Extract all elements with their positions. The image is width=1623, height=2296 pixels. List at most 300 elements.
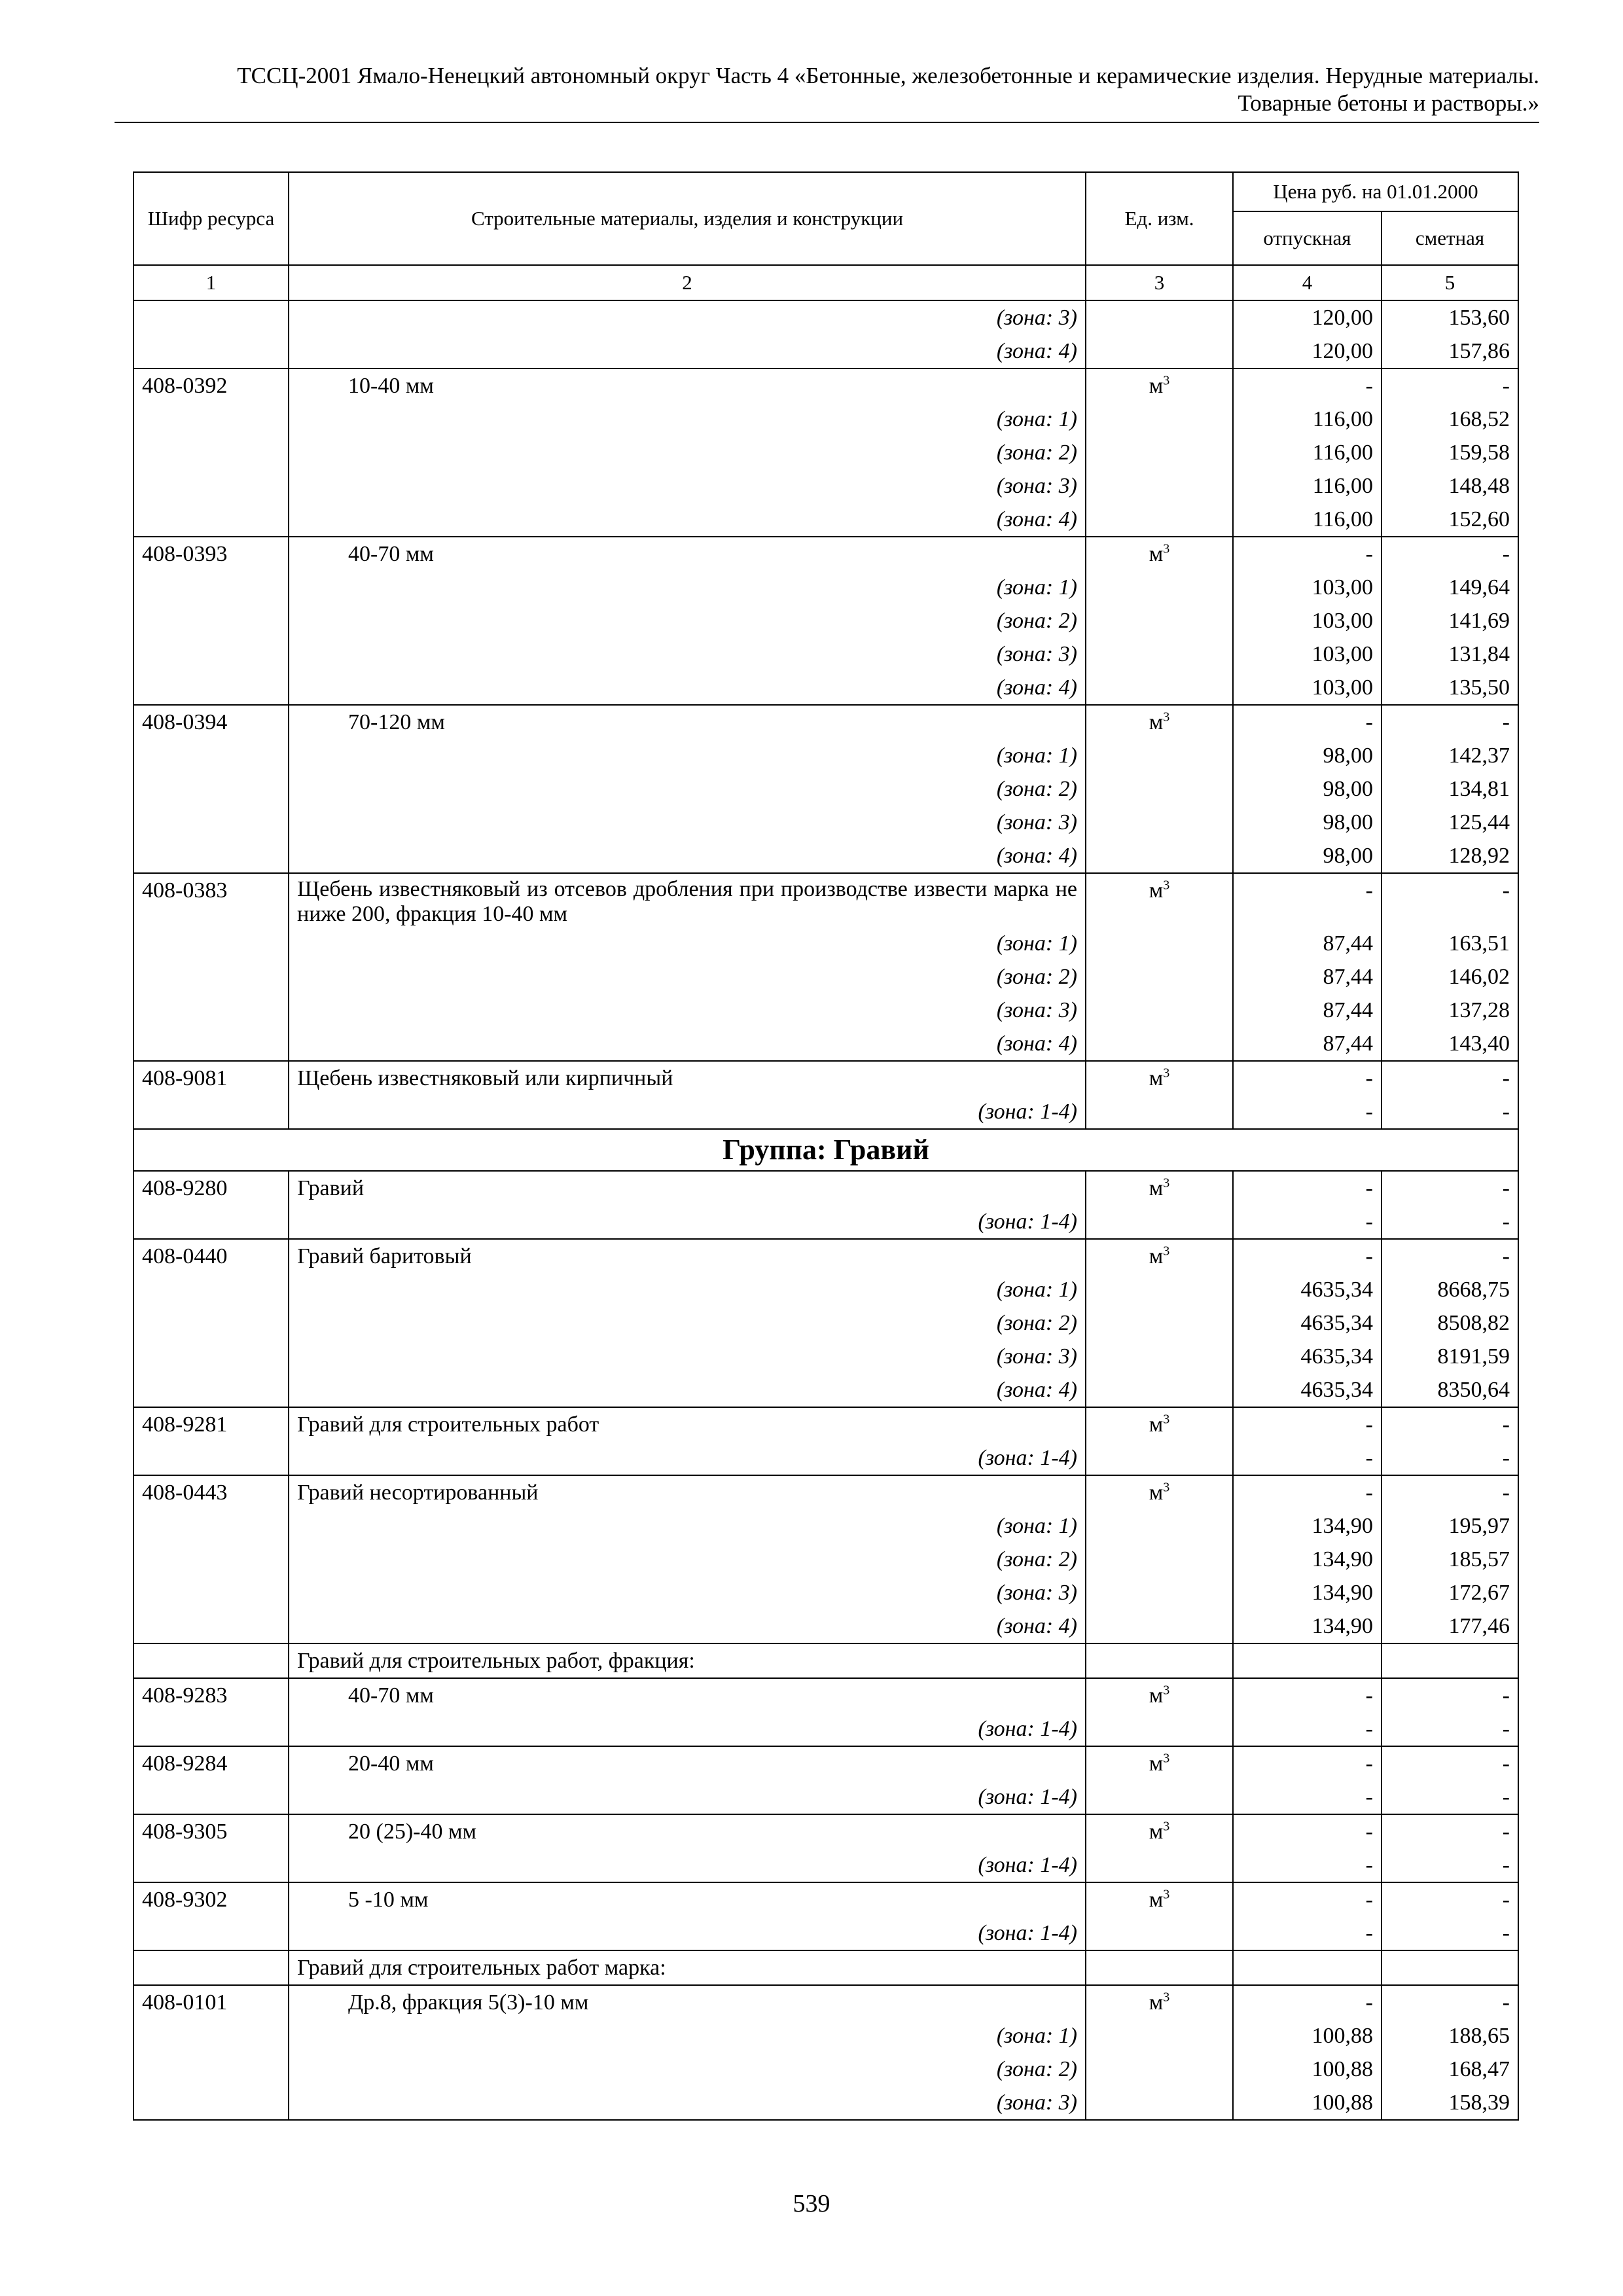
unit-cell bbox=[1086, 1407, 1233, 1441]
estimate-price: - bbox=[1382, 1061, 1518, 1095]
unit-cell bbox=[1086, 1340, 1233, 1373]
header-price: Цена руб. на 01.01.2000 bbox=[1233, 172, 1518, 211]
unit-superscript: 3 bbox=[1163, 1819, 1170, 1834]
resource-code bbox=[134, 1340, 289, 1373]
release-price: 87,44 bbox=[1233, 927, 1382, 960]
resource-code bbox=[134, 960, 289, 994]
table-row bbox=[134, 1407, 1518, 1441]
unit-superscript: 3 bbox=[1163, 1412, 1170, 1427]
table-row bbox=[134, 1643, 1518, 1678]
resource-code bbox=[134, 1027, 289, 1061]
zone-label: (зона: 3) bbox=[289, 2086, 1086, 2120]
unit-cell bbox=[1086, 637, 1233, 671]
zone-label: (зона: 1) bbox=[289, 739, 1086, 772]
table-row bbox=[134, 739, 1518, 772]
unit-cell bbox=[1086, 1475, 1233, 1509]
header-release: отпускная bbox=[1233, 211, 1382, 265]
page-number: 539 bbox=[793, 2190, 830, 2217]
release-price: 116,00 bbox=[1233, 469, 1382, 503]
zone-label: (зона: 4) bbox=[289, 1373, 1086, 1407]
table-row bbox=[134, 1882, 1518, 1916]
unit-label: м bbox=[1149, 1480, 1164, 1505]
unit-cell bbox=[1086, 1985, 1233, 2019]
estimate-price: 131,84 bbox=[1382, 637, 1518, 671]
table-row bbox=[134, 1985, 1518, 2019]
release-price: - bbox=[1233, 1882, 1382, 1916]
unit-cell bbox=[1086, 571, 1233, 604]
estimate-price: - bbox=[1382, 1985, 1518, 2019]
release-price: - bbox=[1233, 1205, 1382, 1239]
zone-label: (зона: 1) bbox=[289, 927, 1086, 960]
estimate-price: 125,44 bbox=[1382, 806, 1518, 839]
table-row bbox=[134, 1576, 1518, 1609]
estimate-price: 8508,82 bbox=[1382, 1306, 1518, 1340]
release-price: 103,00 bbox=[1233, 637, 1382, 671]
unit-cell bbox=[1086, 1916, 1233, 1950]
release-price: 4635,34 bbox=[1233, 1306, 1382, 1340]
release-price: 134,90 bbox=[1233, 1509, 1382, 1543]
unit-cell bbox=[1086, 1061, 1233, 1095]
unit-cell bbox=[1086, 1509, 1233, 1543]
table-row bbox=[134, 1239, 1518, 1273]
resource-code bbox=[134, 1643, 289, 1678]
table-row bbox=[134, 300, 1518, 334]
release-price: - bbox=[1233, 1916, 1382, 1950]
zone-label: (зона: 2) bbox=[289, 960, 1086, 994]
release-price: 116,00 bbox=[1233, 403, 1382, 436]
unit-cell bbox=[1086, 806, 1233, 839]
table-row bbox=[134, 1916, 1518, 1950]
unit-cell bbox=[1086, 1712, 1233, 1746]
resource-code bbox=[134, 2086, 289, 2120]
unit-cell bbox=[1086, 1576, 1233, 1609]
material-name: 20 (25)-40 мм bbox=[289, 1814, 1086, 1848]
table-header bbox=[134, 172, 1518, 300]
zone-label: (зона: 4) bbox=[289, 503, 1086, 537]
unit-cell bbox=[1086, 994, 1233, 1027]
table-row bbox=[134, 1373, 1518, 1407]
unit-superscript: 3 bbox=[1163, 1683, 1170, 1698]
unit-cell bbox=[1086, 1848, 1233, 1882]
table-row bbox=[134, 1441, 1518, 1475]
release-price: 120,00 bbox=[1233, 300, 1382, 334]
estimate-price: - bbox=[1382, 1205, 1518, 1239]
resource-code bbox=[134, 604, 289, 637]
unit-cell bbox=[1086, 671, 1233, 705]
page-header bbox=[115, 62, 1539, 117]
group-heading-row bbox=[134, 1129, 1518, 1171]
unit-cell bbox=[1086, 705, 1233, 739]
zone-label: (зона: 1) bbox=[289, 1273, 1086, 1306]
estimate-price: 163,51 bbox=[1382, 927, 1518, 960]
resource-code bbox=[134, 806, 289, 839]
unit-cell bbox=[1086, 403, 1233, 436]
resource-code: 408-0392 bbox=[134, 368, 289, 403]
release-price: 4635,34 bbox=[1233, 1273, 1382, 1306]
estimate-price: 195,97 bbox=[1382, 1509, 1518, 1543]
unit-cell bbox=[1086, 739, 1233, 772]
estimate-price: 149,64 bbox=[1382, 571, 1518, 604]
release-price: 98,00 bbox=[1233, 772, 1382, 806]
unit-cell bbox=[1086, 300, 1233, 334]
resource-code bbox=[134, 1273, 289, 1306]
unit-label: м bbox=[1149, 1990, 1164, 2015]
release-price: 134,90 bbox=[1233, 1543, 1382, 1576]
table-row bbox=[134, 806, 1518, 839]
release-price: - bbox=[1233, 1441, 1382, 1475]
table-row bbox=[134, 1950, 1518, 1985]
zone-label: (зона: 1) bbox=[289, 2019, 1086, 2053]
release-price: - bbox=[1233, 1746, 1382, 1780]
unit-cell bbox=[1086, 1950, 1233, 1985]
material-name: Гравий несортированный bbox=[289, 1475, 1086, 1509]
table-row bbox=[134, 334, 1518, 368]
header-line-2: Товарные бетоны и растворы.» bbox=[1238, 90, 1539, 116]
estimate-price bbox=[1382, 1950, 1518, 1985]
resource-code bbox=[134, 1441, 289, 1475]
zone-label: (зона: 1-4) bbox=[289, 1441, 1086, 1475]
table-row bbox=[134, 403, 1518, 436]
resource-code bbox=[134, 300, 289, 334]
estimate-price: 168,52 bbox=[1382, 403, 1518, 436]
resource-code: 408-9280 bbox=[134, 1171, 289, 1205]
table-row bbox=[134, 772, 1518, 806]
zone-label: (зона: 1) bbox=[289, 1509, 1086, 1543]
release-price: - bbox=[1233, 873, 1382, 927]
resource-code bbox=[134, 1916, 289, 1950]
table-row bbox=[134, 503, 1518, 537]
table-row bbox=[134, 1848, 1518, 1882]
unit-superscript: 3 bbox=[1163, 541, 1170, 556]
zone-label: (зона: 3) bbox=[289, 637, 1086, 671]
release-price: 100,88 bbox=[1233, 2053, 1382, 2086]
resource-code: 408-0393 bbox=[134, 537, 289, 571]
estimate-price: 157,86 bbox=[1382, 334, 1518, 368]
table-row bbox=[134, 1027, 1518, 1061]
zone-label: (зона: 1-4) bbox=[289, 1780, 1086, 1814]
unit-cell bbox=[1086, 1678, 1233, 1712]
unit-cell bbox=[1086, 1027, 1233, 1061]
release-price: 120,00 bbox=[1233, 334, 1382, 368]
estimate-price: 177,46 bbox=[1382, 1609, 1518, 1643]
table-row bbox=[134, 537, 1518, 571]
release-price: - bbox=[1233, 1814, 1382, 1848]
release-price: 116,00 bbox=[1233, 436, 1382, 469]
estimate-price: 168,47 bbox=[1382, 2053, 1518, 2086]
release-price bbox=[1233, 1950, 1382, 1985]
material-name: Гравий для строительных работ bbox=[289, 1407, 1086, 1441]
unit-cell bbox=[1086, 1441, 1233, 1475]
zone-label: (зона: 1-4) bbox=[289, 1095, 1086, 1129]
table-row bbox=[134, 637, 1518, 671]
material-name: 5 -10 мм bbox=[289, 1882, 1086, 1916]
unit-superscript: 3 bbox=[1163, 709, 1170, 725]
table-row bbox=[134, 2086, 1518, 2120]
header-rule bbox=[115, 122, 1539, 123]
zone-label: (зона: 1-4) bbox=[289, 1848, 1086, 1882]
resource-code bbox=[134, 571, 289, 604]
resource-code bbox=[134, 1950, 289, 1985]
unit-superscript: 3 bbox=[1163, 1990, 1170, 2005]
resource-code bbox=[134, 1712, 289, 1746]
estimate-price: 185,57 bbox=[1382, 1543, 1518, 1576]
release-price: 4635,34 bbox=[1233, 1373, 1382, 1407]
zone-label: (зона: 2) bbox=[289, 772, 1086, 806]
table-row bbox=[134, 1543, 1518, 1576]
resource-code bbox=[134, 1609, 289, 1643]
table-row bbox=[134, 671, 1518, 705]
unit-cell bbox=[1086, 1814, 1233, 1848]
zone-label: (зона: 3) bbox=[289, 994, 1086, 1027]
resource-code bbox=[134, 436, 289, 469]
estimate-price: 146,02 bbox=[1382, 960, 1518, 994]
table-row bbox=[134, 1306, 1518, 1340]
unit-label: м bbox=[1149, 542, 1164, 566]
header-name: Строительные материалы, изделия и конструкции bbox=[289, 172, 1086, 265]
resource-code bbox=[134, 772, 289, 806]
unit-cell bbox=[1086, 1273, 1233, 1306]
zone-label: (зона: 4) bbox=[289, 839, 1086, 873]
zone-label: (зона: 4) bbox=[289, 334, 1086, 368]
resource-code bbox=[134, 1306, 289, 1340]
estimate-price: - bbox=[1382, 1407, 1518, 1441]
resource-code bbox=[134, 839, 289, 873]
estimate-price: 159,58 bbox=[1382, 436, 1518, 469]
unit-cell bbox=[1086, 1543, 1233, 1576]
table-row bbox=[134, 1171, 1518, 1205]
release-price: 103,00 bbox=[1233, 571, 1382, 604]
resource-code bbox=[134, 1509, 289, 1543]
estimate-price: 143,40 bbox=[1382, 1027, 1518, 1061]
unit-cell bbox=[1086, 1373, 1233, 1407]
resource-code bbox=[134, 1576, 289, 1609]
zone-label: (зона: 1) bbox=[289, 403, 1086, 436]
unit-cell bbox=[1086, 334, 1233, 368]
material-name: 10-40 мм bbox=[289, 368, 1086, 403]
table-row bbox=[134, 1061, 1518, 1095]
release-price: - bbox=[1233, 1780, 1382, 1814]
unit-superscript: 3 bbox=[1163, 1480, 1170, 1495]
unit-label: м bbox=[1149, 1888, 1164, 1912]
unit-cell bbox=[1086, 2086, 1233, 2120]
table-row bbox=[134, 1509, 1518, 1543]
table-row bbox=[134, 571, 1518, 604]
estimate-price: - bbox=[1382, 368, 1518, 403]
release-price: 98,00 bbox=[1233, 806, 1382, 839]
unit-label: м bbox=[1149, 374, 1164, 398]
estimate-price: 148,48 bbox=[1382, 469, 1518, 503]
resource-code bbox=[134, 1848, 289, 1882]
unit-cell bbox=[1086, 1780, 1233, 1814]
estimate-price: 141,69 bbox=[1382, 604, 1518, 637]
release-price: - bbox=[1233, 1712, 1382, 1746]
zone-label: (зона: 3) bbox=[289, 469, 1086, 503]
unit-cell bbox=[1086, 469, 1233, 503]
header-code: Шифр ресурса bbox=[134, 172, 289, 265]
table-row bbox=[134, 1205, 1518, 1239]
resource-code: 408-9283 bbox=[134, 1678, 289, 1712]
estimate-price: 8350,64 bbox=[1382, 1373, 1518, 1407]
resource-code: 408-0383 bbox=[134, 873, 289, 927]
resource-code bbox=[134, 739, 289, 772]
unit-cell bbox=[1086, 1643, 1233, 1678]
unit-cell bbox=[1086, 1095, 1233, 1129]
estimate-price: - bbox=[1382, 1239, 1518, 1273]
release-price: - bbox=[1233, 537, 1382, 571]
table-row bbox=[134, 604, 1518, 637]
zone-label: (зона: 4) bbox=[289, 1609, 1086, 1643]
estimate-price: - bbox=[1382, 537, 1518, 571]
unit-cell bbox=[1086, 1609, 1233, 1643]
estimate-price: 152,60 bbox=[1382, 503, 1518, 537]
header-line-1: ТССЦ-2001 Ямало-Ненецкий автономный округ Часть 4 «Бетонные, железобетонные и керамические изделия. Нерудные материалы. bbox=[237, 63, 1539, 88]
estimate-price: 8191,59 bbox=[1382, 1340, 1518, 1373]
release-price: 100,88 bbox=[1233, 2019, 1382, 2053]
table-row bbox=[134, 927, 1518, 960]
release-price: 98,00 bbox=[1233, 839, 1382, 873]
resource-code bbox=[134, 1205, 289, 1239]
unit-superscript: 3 bbox=[1163, 1887, 1170, 1902]
release-price: 103,00 bbox=[1233, 604, 1382, 637]
table-row bbox=[134, 839, 1518, 873]
column-number: 1 bbox=[134, 265, 289, 300]
unit-cell bbox=[1086, 604, 1233, 637]
estimate-price: - bbox=[1382, 1678, 1518, 1712]
release-price: - bbox=[1233, 1171, 1382, 1205]
release-price: 134,90 bbox=[1233, 1576, 1382, 1609]
column-number: 2 bbox=[289, 265, 1086, 300]
resource-code: 408-9305 bbox=[134, 1814, 289, 1848]
zone-label: (зона: 2) bbox=[289, 1543, 1086, 1576]
zone-label: (зона: 1-4) bbox=[289, 1916, 1086, 1950]
unit-superscript: 3 bbox=[1163, 373, 1170, 388]
zone-label: (зона: 1-4) bbox=[289, 1712, 1086, 1746]
material-name: 40-70 мм bbox=[289, 1678, 1086, 1712]
material-name: Гравий баритовый bbox=[289, 1239, 1086, 1273]
unit-cell bbox=[1086, 927, 1233, 960]
estimate-price: - bbox=[1382, 1441, 1518, 1475]
unit-cell bbox=[1086, 1306, 1233, 1340]
zone-label: (зона: 3) bbox=[289, 806, 1086, 839]
resource-code bbox=[134, 671, 289, 705]
material-name: 70-120 мм bbox=[289, 705, 1086, 739]
unit-cell bbox=[1086, 537, 1233, 571]
unit-superscript: 3 bbox=[1163, 1175, 1170, 1191]
table-row bbox=[134, 960, 1518, 994]
estimate-price: 188,65 bbox=[1382, 2019, 1518, 2053]
release-price: - bbox=[1233, 368, 1382, 403]
table-row bbox=[134, 2053, 1518, 2086]
release-price: 87,44 bbox=[1233, 960, 1382, 994]
estimate-price: - bbox=[1382, 705, 1518, 739]
material-name: Гравий bbox=[289, 1171, 1086, 1205]
resource-code: 408-0440 bbox=[134, 1239, 289, 1273]
unit-label: м bbox=[1149, 1066, 1164, 1090]
zone-label: (зона: 1) bbox=[289, 571, 1086, 604]
material-name: Щебень известняковый из отсевов дробления при производстве извести марка не ниже 200, фракция 10-40 мм bbox=[289, 873, 1086, 927]
release-price bbox=[1233, 1643, 1382, 1678]
unit-cell bbox=[1086, 368, 1233, 403]
unit-superscript: 3 bbox=[1163, 878, 1170, 893]
resource-code: 408-0101 bbox=[134, 1985, 289, 2019]
estimate-price: - bbox=[1382, 1882, 1518, 1916]
estimate-price: - bbox=[1382, 1475, 1518, 1509]
resource-code bbox=[134, 637, 289, 671]
unit-cell bbox=[1086, 839, 1233, 873]
release-price: 134,90 bbox=[1233, 1609, 1382, 1643]
unit-cell bbox=[1086, 1171, 1233, 1205]
release-price: - bbox=[1233, 705, 1382, 739]
unit-label: м bbox=[1149, 710, 1164, 734]
unit-cell bbox=[1086, 1882, 1233, 1916]
table-row bbox=[134, 1746, 1518, 1780]
estimate-price: - bbox=[1382, 1848, 1518, 1882]
estimate-price: - bbox=[1382, 1780, 1518, 1814]
resource-code: 408-0443 bbox=[134, 1475, 289, 1509]
release-price: - bbox=[1233, 1985, 1382, 2019]
zone-label: (зона: 2) bbox=[289, 2053, 1086, 2086]
resource-code bbox=[134, 2019, 289, 2053]
column-number: 3 bbox=[1086, 265, 1233, 300]
estimate-price: 134,81 bbox=[1382, 772, 1518, 806]
estimate-price: - bbox=[1382, 873, 1518, 927]
estimate-price: 135,50 bbox=[1382, 671, 1518, 705]
unit-cell bbox=[1086, 960, 1233, 994]
estimate-price: 142,37 bbox=[1382, 739, 1518, 772]
material-name: Др.8, фракция 5(3)-10 мм bbox=[289, 1985, 1086, 2019]
header-unit: Ед. изм. bbox=[1086, 172, 1233, 265]
unit-cell bbox=[1086, 2019, 1233, 2053]
estimate-price bbox=[1382, 1643, 1518, 1678]
resource-code: 408-9284 bbox=[134, 1746, 289, 1780]
resource-code bbox=[134, 1095, 289, 1129]
estimate-price: 128,92 bbox=[1382, 839, 1518, 873]
resource-code bbox=[134, 1543, 289, 1576]
estimate-price: - bbox=[1382, 1095, 1518, 1129]
estimate-price: 172,67 bbox=[1382, 1576, 1518, 1609]
resource-code bbox=[134, 1373, 289, 1407]
resource-code: 408-9281 bbox=[134, 1407, 289, 1441]
release-price: - bbox=[1233, 1239, 1382, 1273]
table-row bbox=[134, 1475, 1518, 1509]
unit-label: м bbox=[1149, 1244, 1164, 1268]
zone-label: (зона: 1-4) bbox=[289, 1205, 1086, 1239]
table-row bbox=[134, 705, 1518, 739]
table-row bbox=[134, 469, 1518, 503]
resource-code bbox=[134, 334, 289, 368]
table-row bbox=[134, 368, 1518, 403]
estimate-price: - bbox=[1382, 1916, 1518, 1950]
unit-cell bbox=[1086, 436, 1233, 469]
table-row bbox=[134, 1340, 1518, 1373]
unit-label: м bbox=[1149, 1683, 1164, 1708]
estimate-price: - bbox=[1382, 1814, 1518, 1848]
table-row bbox=[134, 1609, 1518, 1643]
release-price: - bbox=[1233, 1848, 1382, 1882]
unit-cell bbox=[1086, 503, 1233, 537]
release-price: 87,44 bbox=[1233, 1027, 1382, 1061]
release-price: 100,88 bbox=[1233, 2086, 1382, 2120]
unit-label: м bbox=[1149, 1412, 1164, 1437]
resource-code bbox=[134, 1780, 289, 1814]
material-name: Гравий для строительных работ, фракция: bbox=[289, 1643, 1086, 1678]
resource-code bbox=[134, 994, 289, 1027]
header-estimate: сметная bbox=[1382, 211, 1518, 265]
unit-cell bbox=[1086, 1205, 1233, 1239]
table-row bbox=[134, 1095, 1518, 1129]
estimate-price: - bbox=[1382, 1746, 1518, 1780]
estimate-price: - bbox=[1382, 1171, 1518, 1205]
